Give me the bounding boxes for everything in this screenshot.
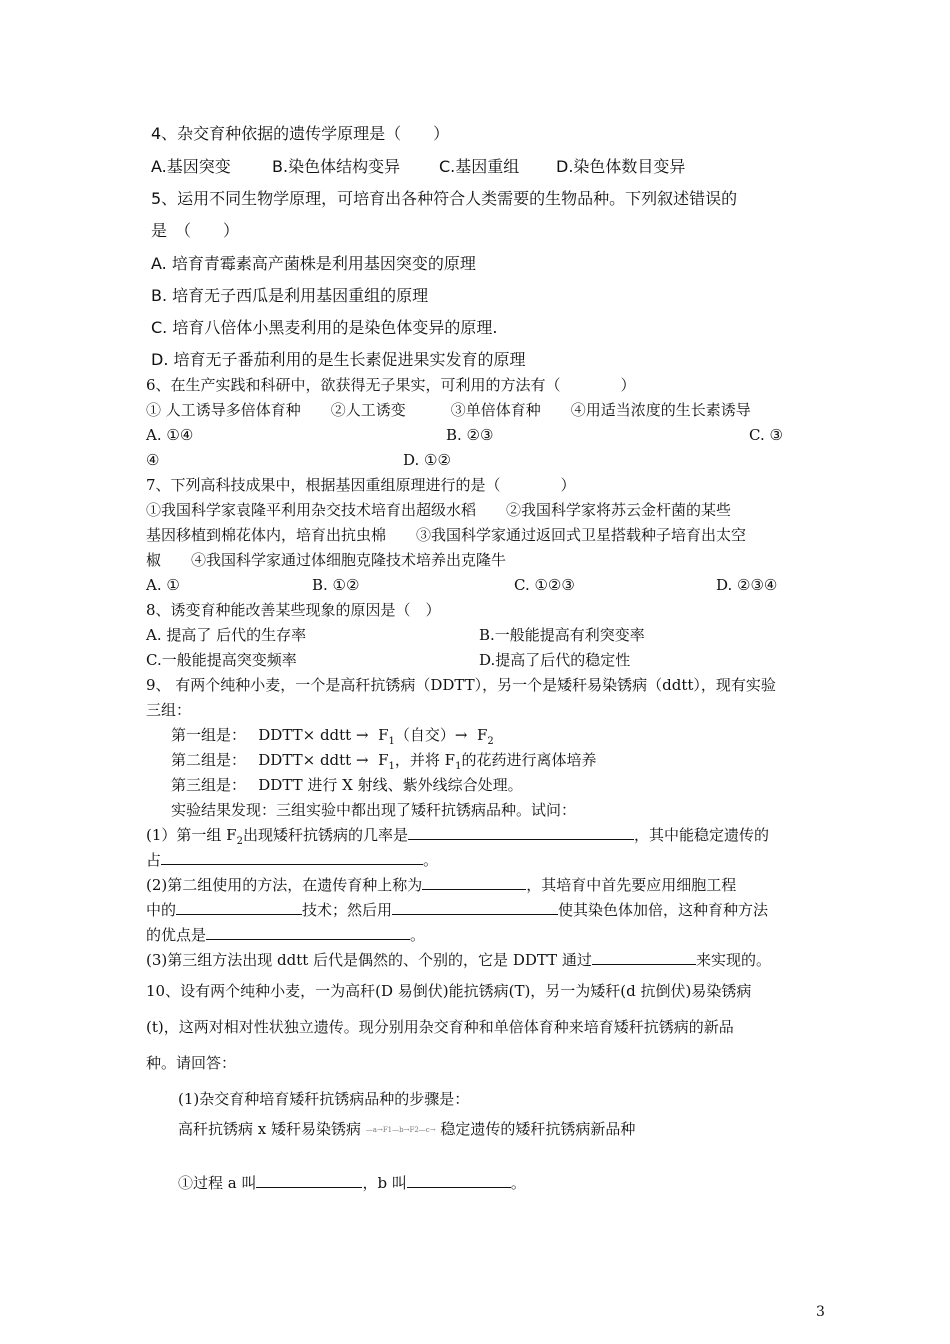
- q8-stem: 8、诱变育种能改善某些现象的原因是（ ）: [146, 601, 441, 619]
- q5-stem: 5、运用不同生物学原理，可培育出各种符合人类需要的生物品种。下列叙述错误的: [151, 189, 738, 208]
- q4-option-a: A.基因突变: [151, 157, 231, 176]
- q9-result: 实验结果发现：三组实验中都出现了矮秆抗锈病品种。试问：: [171, 801, 577, 819]
- q9-group-1: 第一组是： DDTT× ddtt → $F_1$（自交）→ $F_2$: [171, 726, 494, 747]
- q9-group-3: 第三组是： DDTT 进行 X 射线、紫外线综合处理。: [171, 776, 523, 794]
- q4-option-c: C.基因重组: [439, 157, 520, 176]
- process-arrows: —a→F1—b→F2—c→: [365, 1126, 436, 1134]
- q9-sub-2-cont: 中的 技术；然后用 使其染色体加倍，这种育种方法: [146, 901, 769, 919]
- answer-blank[interactable]: [206, 925, 410, 940]
- q8-option-b: B.一般能提高有利突变率: [479, 626, 645, 644]
- answer-blank[interactable]: [392, 900, 558, 915]
- q5-option-a: A. 培育青霉素高产菌株是利用基因突变的原理: [151, 254, 476, 273]
- answer-blank[interactable]: [176, 900, 302, 915]
- q7-option-d: D. ②③④: [716, 576, 778, 594]
- q8-option-c: C.一般能提高突变频率: [146, 651, 297, 669]
- answer-blank[interactable]: [161, 850, 423, 865]
- q8-option-d: D.提高了后代的稳定性: [479, 651, 631, 669]
- q6-methods: ① 人工诱导多倍体育种 ②人工诱变 ③单倍体育种 ④用适当浓度的生长素诱导: [146, 401, 751, 419]
- q6-option-c-cont: ④: [146, 451, 160, 469]
- q6-option-c: C. ③: [749, 426, 783, 444]
- answer-blank[interactable]: [592, 950, 696, 965]
- q9-sub-1: (1）第一组 $F_2$出现矮秆抗锈病的几率是 ，其中能稳定遗传的: [146, 826, 769, 847]
- q5-option-c: C. 培育八倍体小黑麦利用的是染色体变异的原理.: [151, 318, 498, 337]
- q7-line-2: 基因移植到棉花体内，培育出抗虫棉 ③我国科学家通过返回式卫星搭载种子培育出太空: [146, 526, 747, 544]
- q10-line-1: 10、设有两个纯种小麦，一为高秆(D 易倒伏)能抗锈病(T)，另一为矮秆(d 抗倒伏)易染锈病: [146, 982, 752, 1000]
- q4-stem: 4、杂交育种依据的遗传学原理是（ ）: [151, 124, 450, 143]
- q5-option-d: D. 培育无子番茄利用的是生长素促进果实发育的原理: [151, 350, 526, 369]
- q10-flow: 高秆抗锈病 x 矮秆易染锈病 —a→F1—b→F2—c→ 稳定遗传的矮秆抗锈病新品种: [178, 1120, 636, 1138]
- answer-blank[interactable]: [422, 875, 526, 890]
- q10-line-2: (t)，这两对相对性状独立遗传。现分别用杂交育种和单倍体育种来培育矮秆抗锈病的新品: [146, 1018, 734, 1036]
- q6-option-a: A. ①④: [146, 426, 194, 444]
- q5-option-b: B. 培育无子西瓜是利用基因重组的原理: [151, 286, 429, 305]
- q7-option-a: A. ①: [146, 576, 180, 594]
- q9-sub-3: (3)第三组方法出现 ddtt 后代是偶然的、个别的，它是 DDTT 通过 来实现的。: [146, 951, 771, 969]
- q8-option-a: A. 提高了 后代的生存率: [146, 626, 307, 644]
- q6-option-b: B. ②③: [446, 426, 494, 444]
- q9-sub-1-cont: 占 。: [146, 851, 439, 869]
- q7-stem: 7、下列高科技成果中，根据基因重组原理进行的是（ ）: [146, 476, 576, 494]
- q7-line-1: ①我国科学家袁隆平利用杂交技术培育出超级水稻 ②我国科学家将苏云金杆菌的某些: [146, 501, 732, 519]
- q7-option-b: B. ①②: [312, 576, 360, 594]
- q9-group-2: 第二组是： DDTT× ddtt → $F_1$，并将 $F_1$的花药进行离体培养: [171, 751, 597, 772]
- q7-option-c: C. ①②③: [514, 576, 575, 594]
- q9-sub-2: (2)第二组使用的方法，在遗传育种上称为 ，其培育中首先要应用细胞工程: [146, 876, 737, 894]
- q6-option-d: D. ①②: [403, 451, 451, 469]
- answer-blank[interactable]: [408, 825, 634, 840]
- q5-stem-cont: 是 （ ）: [151, 221, 240, 240]
- q4-option-d: D.染色体数目变异: [556, 157, 686, 176]
- q9-stem-cont: 三组：: [146, 701, 192, 719]
- q10-process: ①过程 a 叫 ，b 叫 。: [178, 1174, 526, 1192]
- answer-blank[interactable]: [256, 1173, 362, 1188]
- page-number: 3: [816, 1304, 825, 1320]
- q10-sub-1: (1)杂交育种培育矮秆抗锈病品种的步骤是：: [178, 1090, 470, 1108]
- q4-option-b: B.染色体结构变异: [272, 157, 401, 176]
- q6-stem: 6、在生产实践和科研中，欲获得无子果实，可利用的方法有（ ）: [146, 376, 636, 394]
- q10-line-3: 种。请回答：: [146, 1054, 237, 1072]
- q7-line-3: 椒 ④我国科学家通过体细胞克隆技术培养出克隆牛: [146, 551, 507, 569]
- q9-stem: 9、 有两个纯种小麦，一个是高秆抗锈病（DDTT），另一个是矮秆易染锈病（ddtt），现有实验: [146, 676, 776, 694]
- q9-sub-2-cont2: 的优点是 。: [146, 926, 426, 944]
- answer-blank[interactable]: [407, 1173, 511, 1188]
